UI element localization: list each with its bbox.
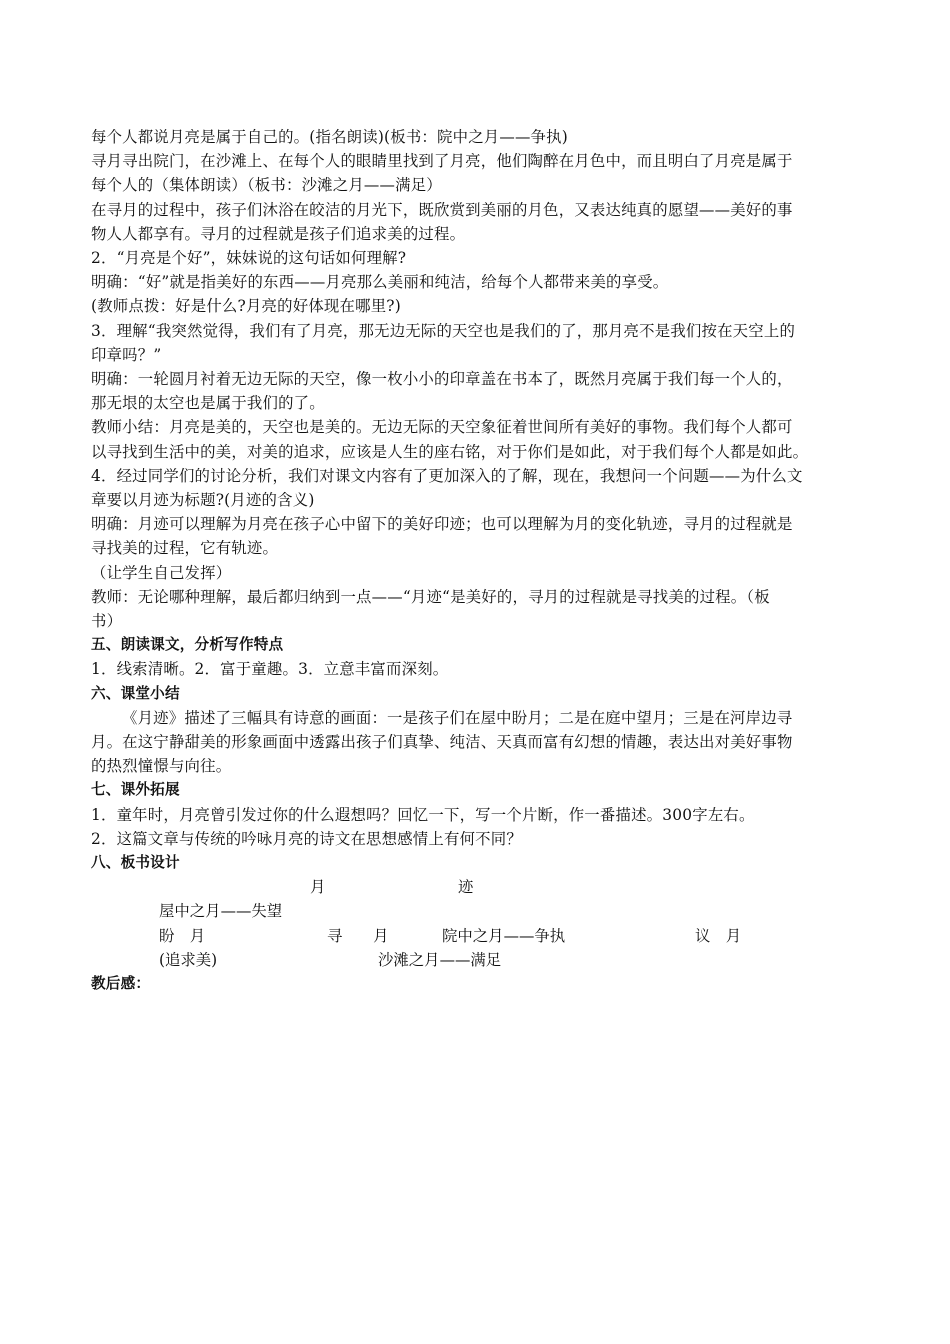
paragraph-line: 寻找美的过程，它有轨迹。 [91,539,279,558]
board-cell: 院中之月——争执 [442,926,566,945]
document-page [91,125,861,996]
post-lesson-reflection-label: 教后感： [91,975,151,993]
paragraph-line: 教师：无论哪种理解，最后都归纳到一点——“月迹“是美好的，寻月的过程就是寻找美的过程。（板 [91,587,770,606]
board-row-3 [91,948,861,972]
board-cell: 沙滩之月——满足 [378,950,502,969]
paragraph-line: 每个人的（集体朗读）（板书：沙滩之月——满足） [91,176,442,195]
paragraph-line: 明确：一轮圆月衬着无边无际的天空，像一枚小小的印章盖在书本了，既然月亮属于我们每一个人的， [91,370,793,389]
board-cell: 屋中之月——失望 [159,902,283,921]
paragraph-line: 章要以月迹为标题?(月迹的含义) [91,491,315,510]
paragraph-line: 以寻找到生活中的美，对美的追求，应该是人生的座右铭，对于你们是如此，对于我们每个人都是如此。 [91,442,809,461]
paragraph-line: 4．经过同学们的讨论分析，我们对课文内容有了更加深入的了解，现在，我想问一个问题——为什么文 [91,466,803,485]
board-row-1 [91,899,861,923]
board-row-2 [91,924,861,948]
paragraph-line: 每个人都说月亮是属于自己的。(指名朗读)(板书：院中之月——争执) [91,128,568,146]
paragraph-line: 3．理解“我突然觉得，我们有了月亮，那无边无际的天空也是我们的了，那月亮不是我们按在天空上的 [91,321,796,340]
section-heading-6: 六、课堂小结 [91,684,180,702]
section-heading-5: 五、朗读课文，分析写作特点 [91,636,284,654]
summary-line: 《月迹》描述了三幅具有诗意的画面：一是孩子们在屋中盼月；二是在庭中望月；三是在河岸边寻 [122,708,793,727]
board-title-left: 月 [310,878,326,897]
paragraph-line: 在寻月的过程中，孩子们沐浴在皎洁的月光下，既欣赏到美丽的月色，又表达纯真的愿望——美好的事 [91,200,793,219]
section-heading-7: 七、课外拓展 [91,781,180,799]
summary-line: 的热烈憧憬与向往。 [91,757,232,776]
section-5-text: 1．线索清晰。2．富于童趣。3．立意丰富而深刻。 [91,660,449,679]
paragraph-line: 那无垠的太空也是属于我们的了。 [91,394,325,413]
board-title-row [91,875,861,899]
extension-item: 2．这篇文章与传统的吟咏月亮的诗文在思想感情上有何不同？ [91,829,522,848]
paragraph-line: (教师点拨：好是什么?月亮的好体现在哪里?) [91,297,401,316]
summary-line: 月。在这宁静甜美的形象画面中透露出孩子们真挚、纯洁、天真而富有幻想的情趣，表达出对美好事物 [91,733,793,752]
paragraph-line: 明确：月迹可以理解为月亮在孩子心中留下的美好印迹；也可以理解为月的变化轨迹，寻月的过程就是 [91,515,793,534]
paragraph-line: 物人人都享有。寻月的过程就是孩子们追求美的过程。 [91,224,466,243]
paragraph-line: 明确：“好”就是指美好的东西——月亮那么美丽和纯洁，给每个人都带来美的享受。 [91,273,669,292]
paragraph-line: 印章吗？” [91,345,162,364]
board-cell: 盼 月 [159,926,206,945]
board-cell: 寻 月 [327,926,389,945]
paragraph-line: 书） [91,612,123,631]
board-cell: 议 月 [695,926,742,945]
section-heading-8: 八、板书设计 [91,854,180,872]
paragraph-line: 2．“月亮是个好”，妹妹说的这句话如何理解? [91,249,407,268]
board-cell: (追求美) [159,950,218,969]
paragraph-line: 教师小结：月亮是美的，天空也是美的。无边无际的天空象征着世间所有美好的事物。我们每个人都可 [91,418,793,437]
paragraph-line: （让学生自己发挥） [91,563,232,582]
paragraph-line: 寻月寻出院门，在沙滩上、在每个人的眼睛里找到了月亮，他们陶醉在月色中，而且明白了月亮是属于 [91,152,793,171]
lesson-body [91,125,861,633]
extension-item: 1．童年时，月亮曾引发过你的什么遐想吗？回忆一下，写一个片断，作一番描述。300字左右。 [91,805,755,824]
board-title-right: 迹 [458,878,474,897]
